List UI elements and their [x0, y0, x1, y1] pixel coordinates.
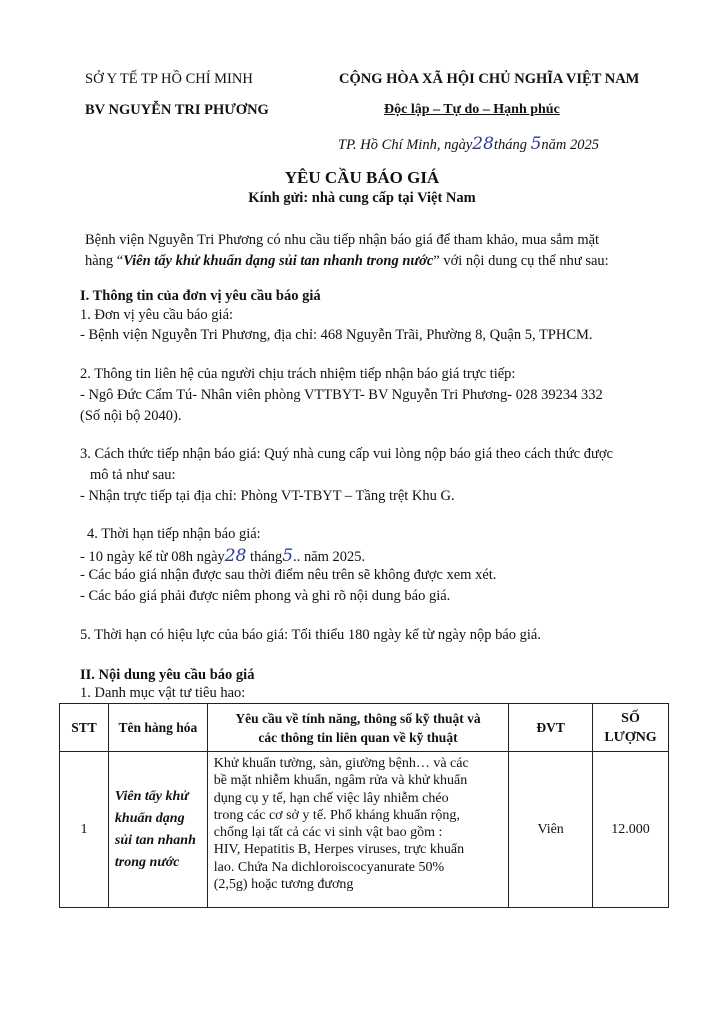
section2-sub: 1. Danh mục vật tư tiêu hao: [80, 685, 246, 701]
desc-line: lao. Chứa Na dichloroiscocyanurate 50% [213, 859, 445, 875]
date-month-word: tháng [493, 137, 527, 153]
header-qty-line2: LƯỢNG [604, 729, 657, 745]
desc-line: HIV, Hepatitis B, Herpes viruses, trực khuẩn [213, 842, 465, 858]
handwritten-month: 5 [530, 134, 542, 154]
s4-line2: - Các báo giá nhận được sau thời điểm nêu trên sẽ không được xem xét. [80, 567, 497, 583]
header-quantity [593, 704, 669, 752]
s4-year: .. năm 2025. [293, 549, 366, 565]
s3-line: - Nhận trực tiếp tại địa chỉ: Phòng VT-TBYT – Tầng trệt Khu G. [80, 488, 455, 504]
hospital-name: BV NGUYỄN TRI PHƯƠNG [85, 102, 269, 118]
s3-title-line1: 3. Cách thức tiếp nhận báo giá: Quý nhà cung cấp vui lòng nộp báo giá theo cách thức được [80, 446, 613, 462]
date-line [338, 134, 599, 154]
header-req-line2: các thông tin liên quan về kỹ thuật [258, 729, 458, 745]
desc-line: Khử khuẩn tường, sàn, giường bệnh… và các [213, 756, 469, 771]
desc-line: dụng cụ y tế, hạn chế việc lây nhiễm chéo [213, 790, 449, 806]
row-stt: 1 [60, 752, 109, 908]
header-name: Tên hàng hóa [108, 704, 207, 752]
document-title: YÊU CẦU BÁO GIÁ [284, 168, 440, 187]
s2-line1: - Ngô Đức Cẩm Tú- Nhân viên phòng VTTBYT- BV Nguyễn Tri Phương- 028 39234 332 [80, 387, 603, 403]
handwritten-day: 28 [224, 546, 247, 566]
national-title: CỘNG HÒA XÃ HỘI CHỦ NGHĨA VIỆT NAM [339, 71, 640, 87]
s4-prefix: - 10 ngày kể từ 08h ngày [80, 549, 225, 565]
header-unit: ĐVT [509, 704, 593, 752]
row-unit: Viên [509, 752, 593, 908]
row-item-name: Viên tẩy khử khuẩn dạng sủi tan nhanh trong nước [108, 752, 207, 908]
handwritten-day: 28 [472, 134, 494, 154]
s2-title: 2. Thông tin liên hệ của người chịu trách nhiệm tiếp nhận báo giá trực tiếp: [80, 366, 516, 382]
section1-heading: I. Thông tin của đơn vị yêu cầu báo giá [80, 288, 321, 304]
desc-line: trong các cơ sở y tế. Phổ kháng khuẩn rộng, [213, 807, 460, 823]
agency-name: SỞ Y TẾ TP HỒ CHÍ MINH [85, 71, 253, 87]
section2-heading: II. Nội dung yêu cầu báo giá [80, 667, 255, 683]
handwritten-month: 5 [282, 546, 294, 566]
s4-line1 [80, 546, 365, 566]
s2-line2: (Số nội bộ 2040). [80, 408, 182, 424]
header-req-line1: Yêu cầu về tính năng, thông số kỹ thuật và [235, 710, 481, 726]
row-description [207, 752, 508, 908]
s1-title: 1. Đơn vị yêu cầu báo giá: [80, 307, 234, 323]
header-requirements [207, 704, 508, 752]
intro-item-name: Viên tẩy khử khuẩn dạng sủi tan nhanh trong nước [123, 253, 434, 269]
date-prefix: TP. Hồ Chí Minh, ngày [338, 137, 473, 153]
national-motto: Độc lập – Tự do – Hạnh phúc [384, 102, 560, 117]
s4-month-word: tháng [250, 549, 283, 565]
table-row [60, 752, 669, 908]
header-qty-line1: SỐ [621, 710, 640, 726]
desc-line: bề mặt nhiễm khuẩn, ngâm rửa và khử khuẩn [213, 773, 468, 789]
s1-line: - Bệnh viện Nguyễn Tri Phương, địa chỉ: 468 Nguyễn Trãi, Phường 8, Quận 5, TPHCM. [80, 327, 593, 343]
salutation: Kính gửi: nhà cung cấp tại Việt Nam [248, 190, 476, 206]
desc-line: (2,5g) hoặc tương đương [213, 877, 354, 893]
s3-title-line2: mô tả như sau: [90, 467, 176, 483]
intro-suffix: ” với nội dung cụ thể như sau: [433, 253, 609, 269]
intro-prefix: hàng “ [85, 253, 124, 269]
row-quantity: 12.000 [593, 752, 669, 908]
s5-line: 5. Thời hạn có hiệu lực của báo giá: Tối thiểu 180 ngày kể từ ngày nộp báo giá. [80, 627, 541, 643]
desc-line: chống lại tất cả các vi sinh vật bao gồm : [213, 825, 443, 841]
s4-line3: - Các báo giá phải được niêm phong và ghi rõ nội dung báo giá. [80, 588, 451, 604]
s4-title: 4. Thời hạn tiếp nhận báo giá: [87, 526, 261, 542]
table-header-row [60, 704, 669, 752]
intro-line1: Bệnh viện Nguyễn Tri Phương có nhu cầu tiếp nhận báo giá để tham khảo, mua sắm mặt [85, 232, 600, 248]
intro-line2 [85, 253, 609, 270]
materials-table [59, 703, 669, 908]
header-stt: STT [60, 704, 109, 752]
date-year: năm 2025 [541, 137, 600, 153]
